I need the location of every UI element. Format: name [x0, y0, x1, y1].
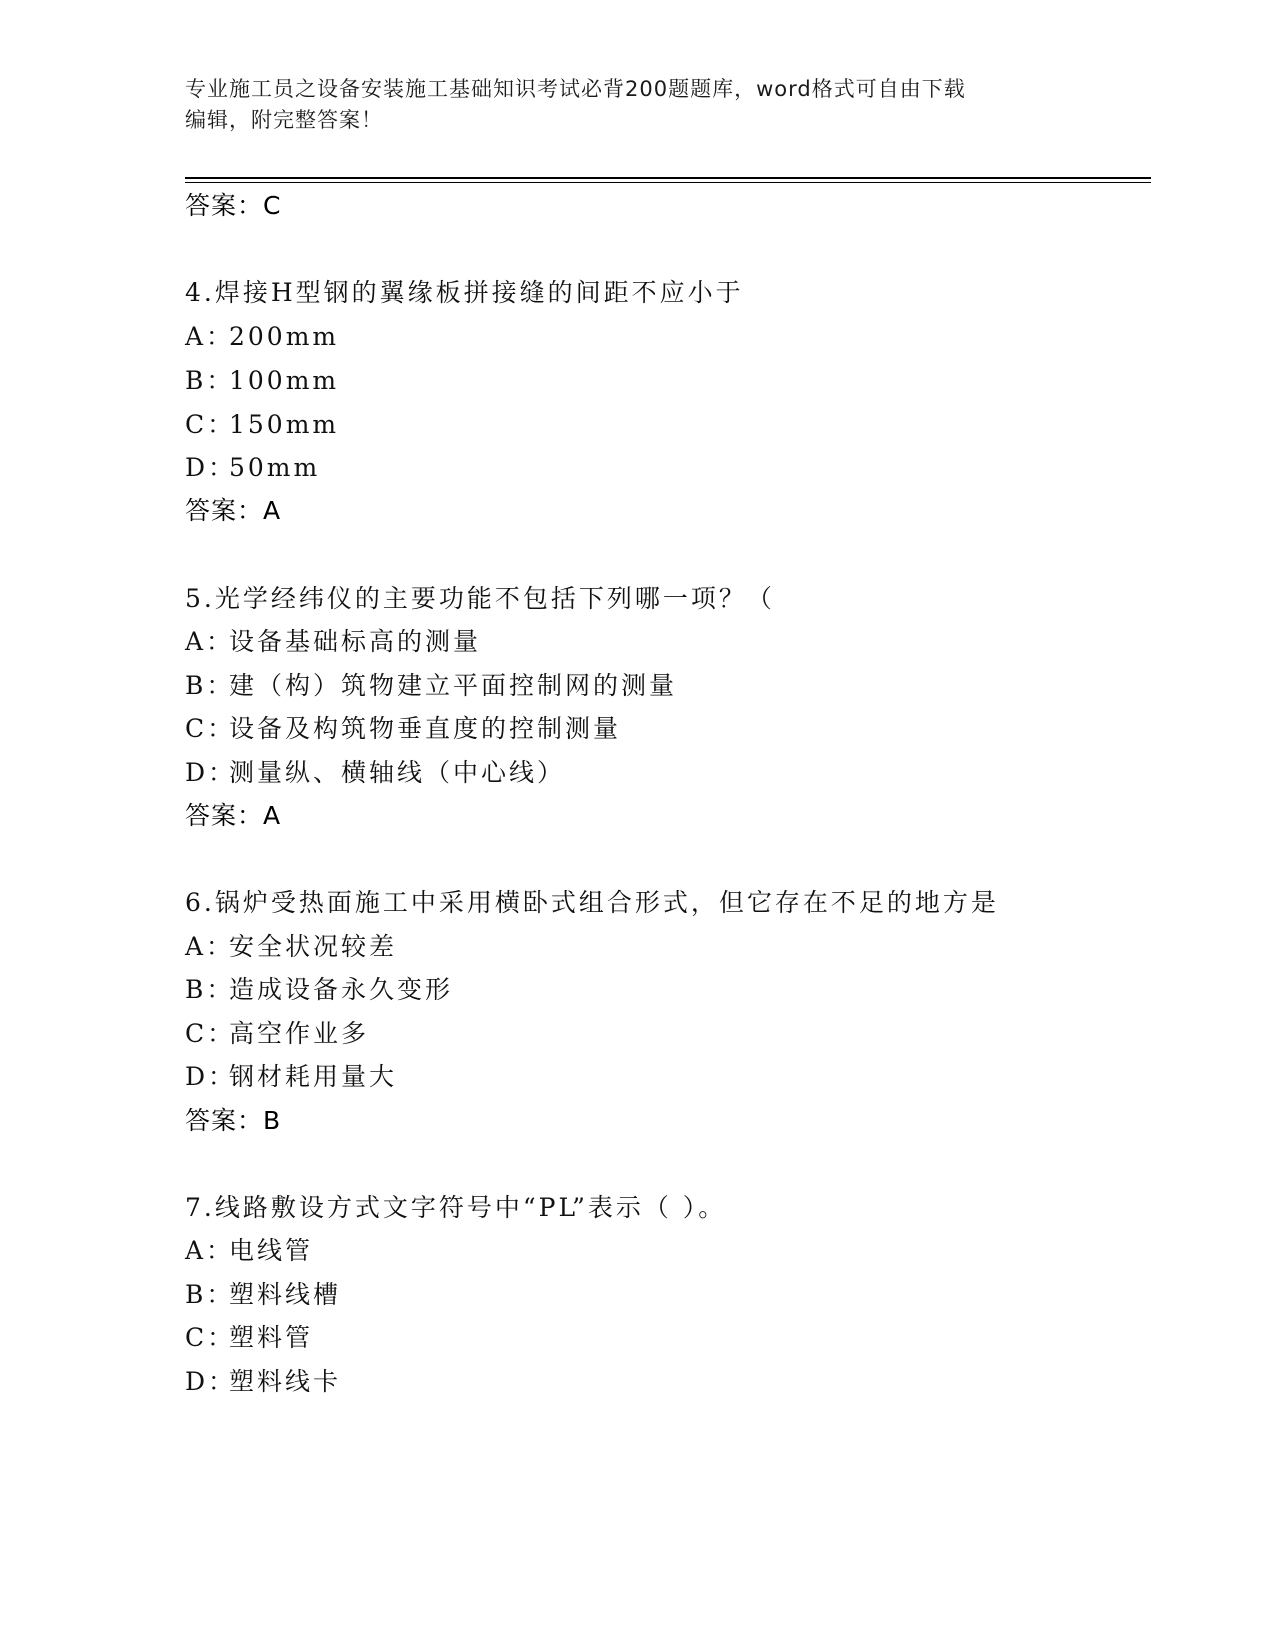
document-header	[185, 74, 1065, 136]
header-divider-thick	[185, 177, 1151, 179]
question-6-option-c	[185, 1014, 369, 1050]
option-letter: C：	[185, 714, 236, 743]
question-6-option-b	[185, 970, 453, 1006]
question-5-answer: 答案：A	[185, 801, 282, 830]
question-5-title: 5.光学经纬仪的主要功能不包括下列哪一项？（	[185, 584, 775, 613]
option-letter: B：	[185, 975, 235, 1004]
header-line-1: 专业施工员之设备安装施工基础知识考试必背200题题库，word格式可自由下载	[185, 77, 966, 101]
option-letter: D：	[185, 1367, 237, 1396]
option-letter: A：	[185, 1236, 235, 1265]
question-5-option-a	[185, 622, 481, 658]
option-text: 100mm	[229, 366, 340, 395]
option-letter: C：	[185, 1019, 236, 1048]
question-7-option-c	[185, 1318, 313, 1354]
option-letter: D：	[185, 758, 237, 787]
option-letter: A：	[185, 627, 235, 656]
option-letter: B：	[185, 366, 235, 395]
option-letter: A：	[185, 932, 235, 961]
question-4-option-d	[185, 448, 320, 484]
question-5-option-d	[185, 753, 565, 789]
option-text: 钢材耗用量大	[229, 1062, 398, 1091]
question-5-option-c	[185, 709, 621, 745]
option-letter: A：	[185, 322, 235, 351]
question-7-option-d	[185, 1362, 341, 1398]
option-letter: D：	[185, 453, 237, 482]
option-letter: D：	[185, 1062, 237, 1091]
question-4-answer: 答案：A	[185, 496, 282, 525]
question-7-title: 7.线路敷设方式文字符号中“PL”表示（ ）。	[185, 1193, 727, 1222]
option-text: 电线管	[229, 1236, 314, 1265]
option-text: 设备及构筑物垂直度的控制测量	[229, 714, 622, 743]
option-text: 测量纵、横轴线（中心线）	[229, 758, 566, 787]
option-text: 安全状况较差	[229, 932, 398, 961]
question-4-option-b	[185, 361, 339, 397]
question-5-option-b	[185, 666, 677, 702]
question-6-option-d	[185, 1057, 397, 1093]
option-text: 塑料线槽	[229, 1280, 342, 1309]
question-6-answer: 答案：B	[185, 1106, 282, 1135]
option-letter: B：	[185, 671, 235, 700]
option-text: 高空作业多	[229, 1019, 370, 1048]
question-6-option-a	[185, 927, 397, 963]
option-text: 50mm	[229, 453, 321, 482]
question-4-option-a	[185, 317, 339, 353]
option-letter: C：	[185, 1323, 236, 1352]
option-text: 塑料线卡	[229, 1367, 342, 1396]
question-4-option-c	[185, 405, 339, 441]
header-line-2: 编辑，附完整答案！	[185, 108, 383, 132]
header-divider-thin	[185, 182, 1151, 183]
option-letter: B：	[185, 1280, 235, 1309]
question-7-option-a	[185, 1231, 313, 1267]
option-text: 设备基础标高的测量	[229, 627, 482, 656]
option-text: 塑料管	[229, 1323, 314, 1352]
option-text: 造成设备永久变形	[229, 975, 454, 1004]
option-letter: C：	[185, 410, 236, 439]
option-text: 建（构）筑物建立平面控制网的测量	[229, 671, 678, 700]
question-4-title: 4.焊接H型钢的翼缘板拼接缝的间距不应小于	[185, 278, 744, 307]
question-6-title: 6.锅炉受热面施工中采用横卧式组合形式，但它存在不足的地方是	[185, 888, 999, 917]
option-text: 200mm	[229, 322, 340, 351]
previous-question-answer: 答案：C	[185, 191, 282, 220]
question-7-option-b	[185, 1275, 341, 1311]
option-text: 150mm	[229, 410, 340, 439]
